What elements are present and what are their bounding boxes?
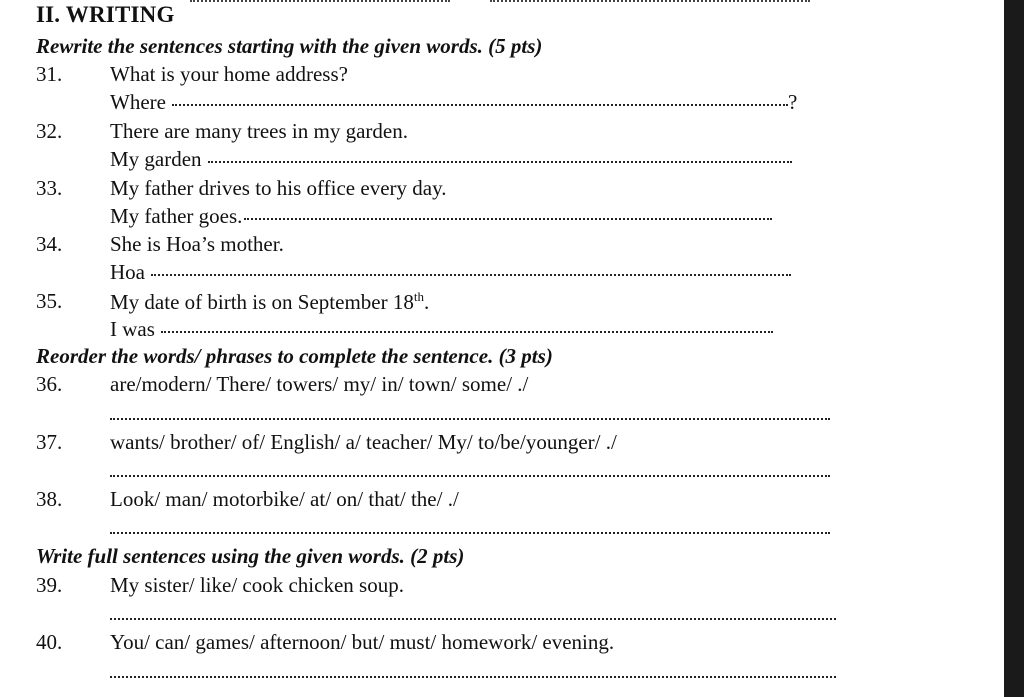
question-39-number: 39. [36, 573, 63, 597]
question-33-sentence: My father drives to his office every day. [110, 176, 447, 200]
question-33-answer-line[interactable] [110, 204, 772, 229]
question-32-sentence: There are many trees in my garden. [110, 119, 408, 143]
question-38-number: 38. [36, 487, 63, 511]
question-31-answer-line[interactable] [110, 90, 797, 115]
part1-instruction: Rewrite the sentences starting with the given words. (5 pts) [36, 34, 543, 58]
question-34-answer-line[interactable] [110, 260, 791, 285]
question-40-words: You/ can/ games/ afternoon/ but/ must/ homework/ evening. [110, 630, 615, 654]
top-cutoff-dots-right [490, 0, 810, 2]
question-31-end-mark: ? [787, 90, 798, 114]
question-36-number: 36. [36, 372, 63, 396]
question-35-superscript: th [413, 289, 424, 304]
question-35-answer-line[interactable] [110, 317, 773, 342]
part2-instruction: Reorder the words/ phrases to complete the sentence. (3 pts) [36, 344, 553, 368]
question-32-number: 32. [36, 119, 63, 143]
question-33-number: 33. [36, 176, 63, 200]
section-heading: II. WRITING [36, 2, 175, 27]
top-cutoff-dots [190, 0, 450, 2]
question-34-sentence: She is Hoa’s mother. [110, 232, 284, 256]
question-35-sentence-end: . [424, 290, 430, 314]
question-38-blank[interactable] [110, 532, 830, 534]
question-35-sentence-text: My date of birth is on September 18 [110, 290, 414, 314]
question-35-sentence [110, 289, 429, 315]
question-31-blank[interactable] [172, 104, 788, 106]
screen-edge [1004, 0, 1024, 697]
question-38-words: Look/ man/ motorbike/ at/ on/ that/ the/ ./ [110, 487, 459, 511]
question-40-number: 40. [36, 630, 63, 654]
question-35-prompt: I was [110, 317, 155, 341]
question-32-answer-line[interactable] [110, 147, 792, 172]
question-39-blank[interactable] [110, 618, 836, 620]
question-36-words: are/modern/ There/ towers/ my/ in/ town/ some/ ./ [110, 372, 529, 396]
question-31-sentence: What is your home address? [110, 62, 348, 86]
question-36-blank[interactable] [110, 418, 830, 420]
question-34-blank[interactable] [151, 274, 791, 276]
question-31-prompt: Where [110, 90, 166, 114]
question-35-number: 35. [36, 289, 63, 313]
question-37-words: wants/ brother/ of/ English/ a/ teacher/ My/ to/be/younger/ ./ [110, 430, 617, 454]
part3-instruction: Write full sentences using the given words. (2 pts) [36, 544, 465, 568]
question-33-blank[interactable] [244, 218, 772, 220]
question-37-number: 37. [36, 430, 63, 454]
question-34-prompt: Hoa [110, 260, 145, 284]
question-32-prompt: My garden [110, 147, 202, 171]
question-31-number: 31. [36, 62, 63, 86]
question-37-blank[interactable] [110, 475, 830, 477]
question-34-number: 34. [36, 232, 63, 256]
question-35-blank[interactable] [161, 331, 773, 333]
question-32-blank[interactable] [208, 161, 792, 163]
question-39-words: My sister/ like/ cook chicken soup. [110, 573, 404, 597]
question-40-blank[interactable] [110, 676, 836, 678]
question-33-prompt: My father goes. [110, 204, 243, 228]
